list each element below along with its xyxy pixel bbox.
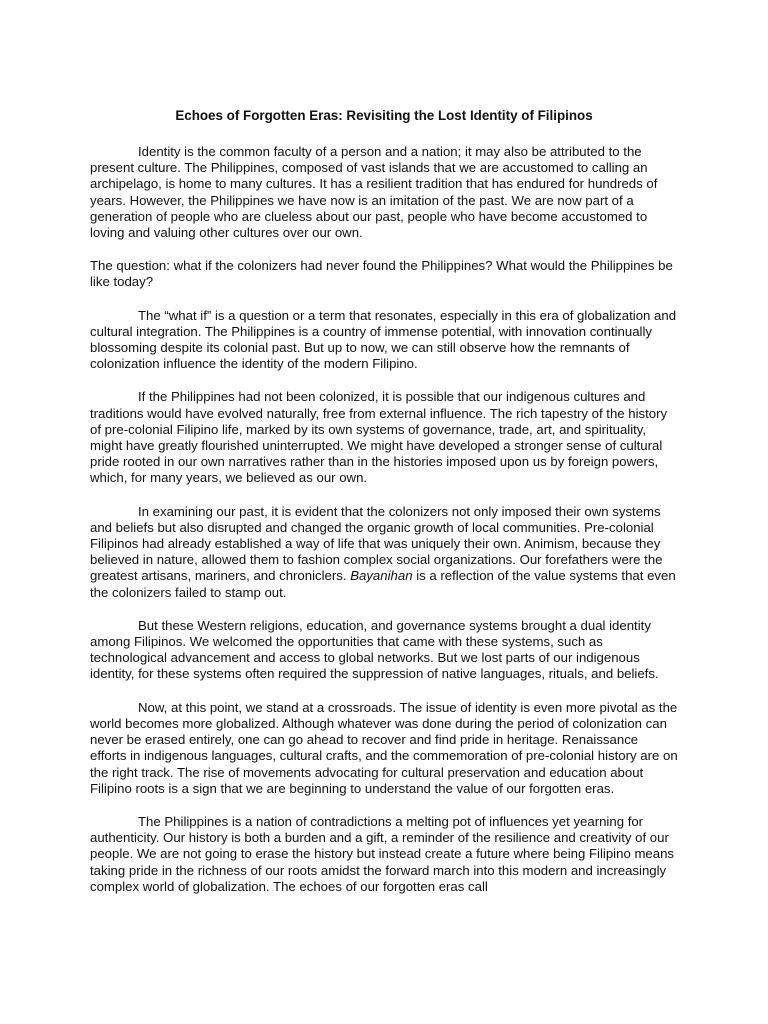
paragraph-crossroads: Now, at this point, we stand at a crossroads. The issue of identity is even more pivotal as the world becomes more globalized. Although whatever was done during the period of colonization can never be erased entirely, one can go ahead to recover and find pride in heritage. Renaissance efforts in indigenous languages, cultural crafts, and the commemoration of pre-colonial history are on the right track. The rise of movements advocating for cultural preservation and education about Filipino roots is a sign that we are beginning to understand the value of our forgotten eras. <box>90 699 678 796</box>
bayanihan-term: Bayanihan <box>350 568 413 584</box>
paragraph-not-colonized: If the Philippines had not been colonized, it is possible that our indigenous cultures and traditions would have evolved naturally, free from external influence. The rich tapestry of the history of pre-colonial Filipino life, marked by its own systems of governance, trade, art, and spirituality, might have greatly flourished uninterrupted. We might have developed a stronger sense of cultural pride rooted in our own narratives rather than in the histories imposed upon us by foreign powers, which, for many years, we believed as our own. <box>90 389 668 486</box>
paragraph-dual-identity: But these Western religions, education, and governance systems brought a dual identity among Filipinos. We welcomed the opportunities that came with these systems, such as technological advancement and access to global networks. But we lost parts of our indigenous identity, for these systems often required the suppression of native languages, rituals, and beliefs. <box>90 617 659 682</box>
paragraph-question: The question: what if the colonizers had never found the Philippines? What would the Philippines be like today? <box>90 258 673 290</box>
document-body <box>90 144 678 911</box>
paragraph-what-if: The “what if” is a question or a term that resonates, especially in this era of globalization and cultural integration. The Philippines is a country of immense potential, with innovation continually blossoming despite its colonial past. But up to now, we can still observe how the remnants of colonization influence the identity of the modern Filipino. <box>90 307 677 372</box>
paragraph-examining-past <box>90 504 678 601</box>
paragraph-contradictions: The Philippines is a nation of contradictions a melting pot of influences yet yearning for authenticity. Our history is both a burden and a gift, a reminder of the resilience and creativity of our people. We are not going to erase the history but instead create a future where being Filipino means taking pride in the richness of our roots amidst the forward march into this modern and increasingly complex world of globalization. The echoes of our forgotten eras call <box>90 813 675 894</box>
paragraph-examining-past-text: In examining our past, it is evident that the colonizers not only imposed their own systems and beliefs but also disrupted and changed the organic growth of local communities. Pre-colonial Filipinos had already established a way of life that was uniquely their own. Animism, because they believed in nature, allowed them to fashion complex social organizations. Our forefathers were the greatest artisans, mariners, and chroniclers. <box>90 503 663 584</box>
paragraph-examining-past-text-end: is a reflection of the value systems that even the colonizers failed to stamp out. <box>90 568 676 600</box>
paragraph-identity: Identity is the common faculty of a person and a nation; it may also be attributed to the present culture. The Philippines, composed of vast islands that we are accustomed to calling an archipelago, is home to many cultures. It has a resilient tradition that has endured for hundreds of years. However, the Philippines we have now is an imitation of the past. We are now part of a generation of people who are clueless about our past, people who have become accustomed to loving and valuing other cultures over our own. <box>90 144 658 241</box>
document-title: Echoes of Forgotten Eras: Revisiting the Lost Identity of Filipinos <box>175 108 593 123</box>
